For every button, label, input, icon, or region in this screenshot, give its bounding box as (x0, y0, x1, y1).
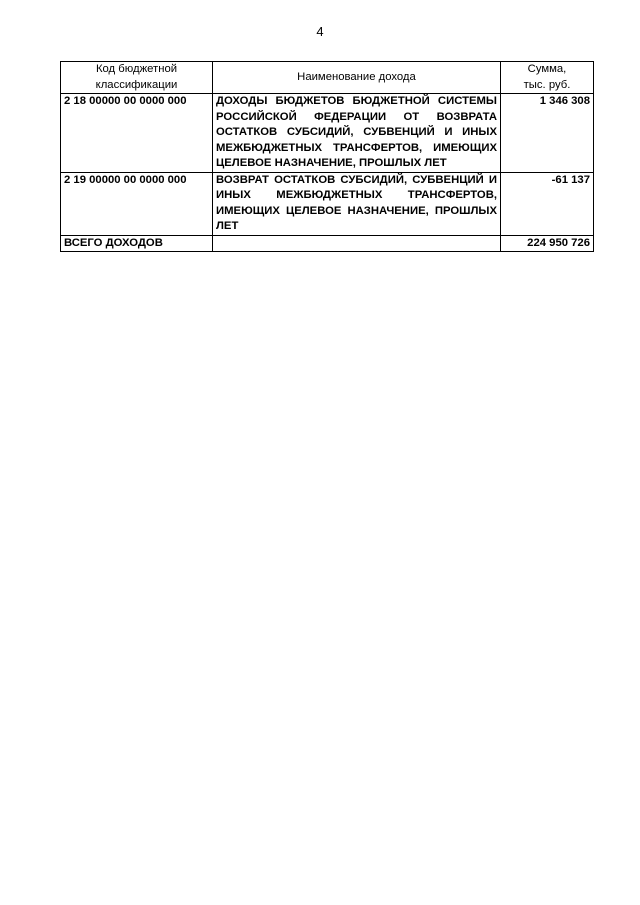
row-sum: -61 137 (501, 172, 594, 235)
header-code-line2: классификации (95, 78, 178, 91)
table-row (61, 94, 594, 173)
row-code: 2 19 00000 00 0000 000 (61, 172, 213, 235)
total-name (213, 235, 501, 252)
header-code (61, 62, 213, 94)
table-header-row (61, 62, 594, 94)
revenue-table (60, 61, 594, 252)
header-sum-line2: тыс. руб. (523, 78, 571, 91)
table-header (61, 62, 594, 94)
row-sum: 1 346 308 (501, 94, 594, 173)
row-name: ВОЗВРАТ ОСТАТКОВ СУБСИДИЙ, СУБВЕНЦИЙ И ИНЫХ МЕЖБЮДЖЕТНЫХ ТРАНСФЕРТОВ, ИМЕЮЩИХ ЦЕЛЕВОЕ НАЗНАЧЕНИЕ, ПРОШЛЫХ ЛЕТ (213, 172, 501, 235)
total-row (61, 235, 594, 252)
table-row (61, 172, 594, 235)
table-body (61, 94, 594, 252)
header-sum-line1: Сумма, (527, 63, 567, 75)
header-code-line1: Код бюджетной (95, 63, 178, 75)
header-sum (501, 62, 594, 94)
page-number: 4 (316, 24, 324, 39)
header-name: Наименование дохода (213, 62, 501, 94)
row-code: 2 18 00000 00 0000 000 (61, 94, 213, 173)
row-name: ДОХОДЫ БЮДЖЕТОВ БЮДЖЕТНОЙ СИСТЕМЫ РОССИЙСКОЙ ФЕДЕРАЦИИ ОТ ВОЗВРАТА ОСТАТКОВ СУБСИДИЙ, СУБВЕНЦИЙ И ИНЫХ МЕЖБЮДЖЕТНЫХ ТРАНСФЕРТОВ, ИМЕЮЩИХ ЦЕЛЕВОЕ НАЗНАЧЕНИЕ, ПРОШЛЫХ ЛЕТ (213, 94, 501, 173)
total-sum: 224 950 726 (501, 235, 594, 252)
total-label: ВСЕГО ДОХОДОВ (61, 235, 213, 252)
